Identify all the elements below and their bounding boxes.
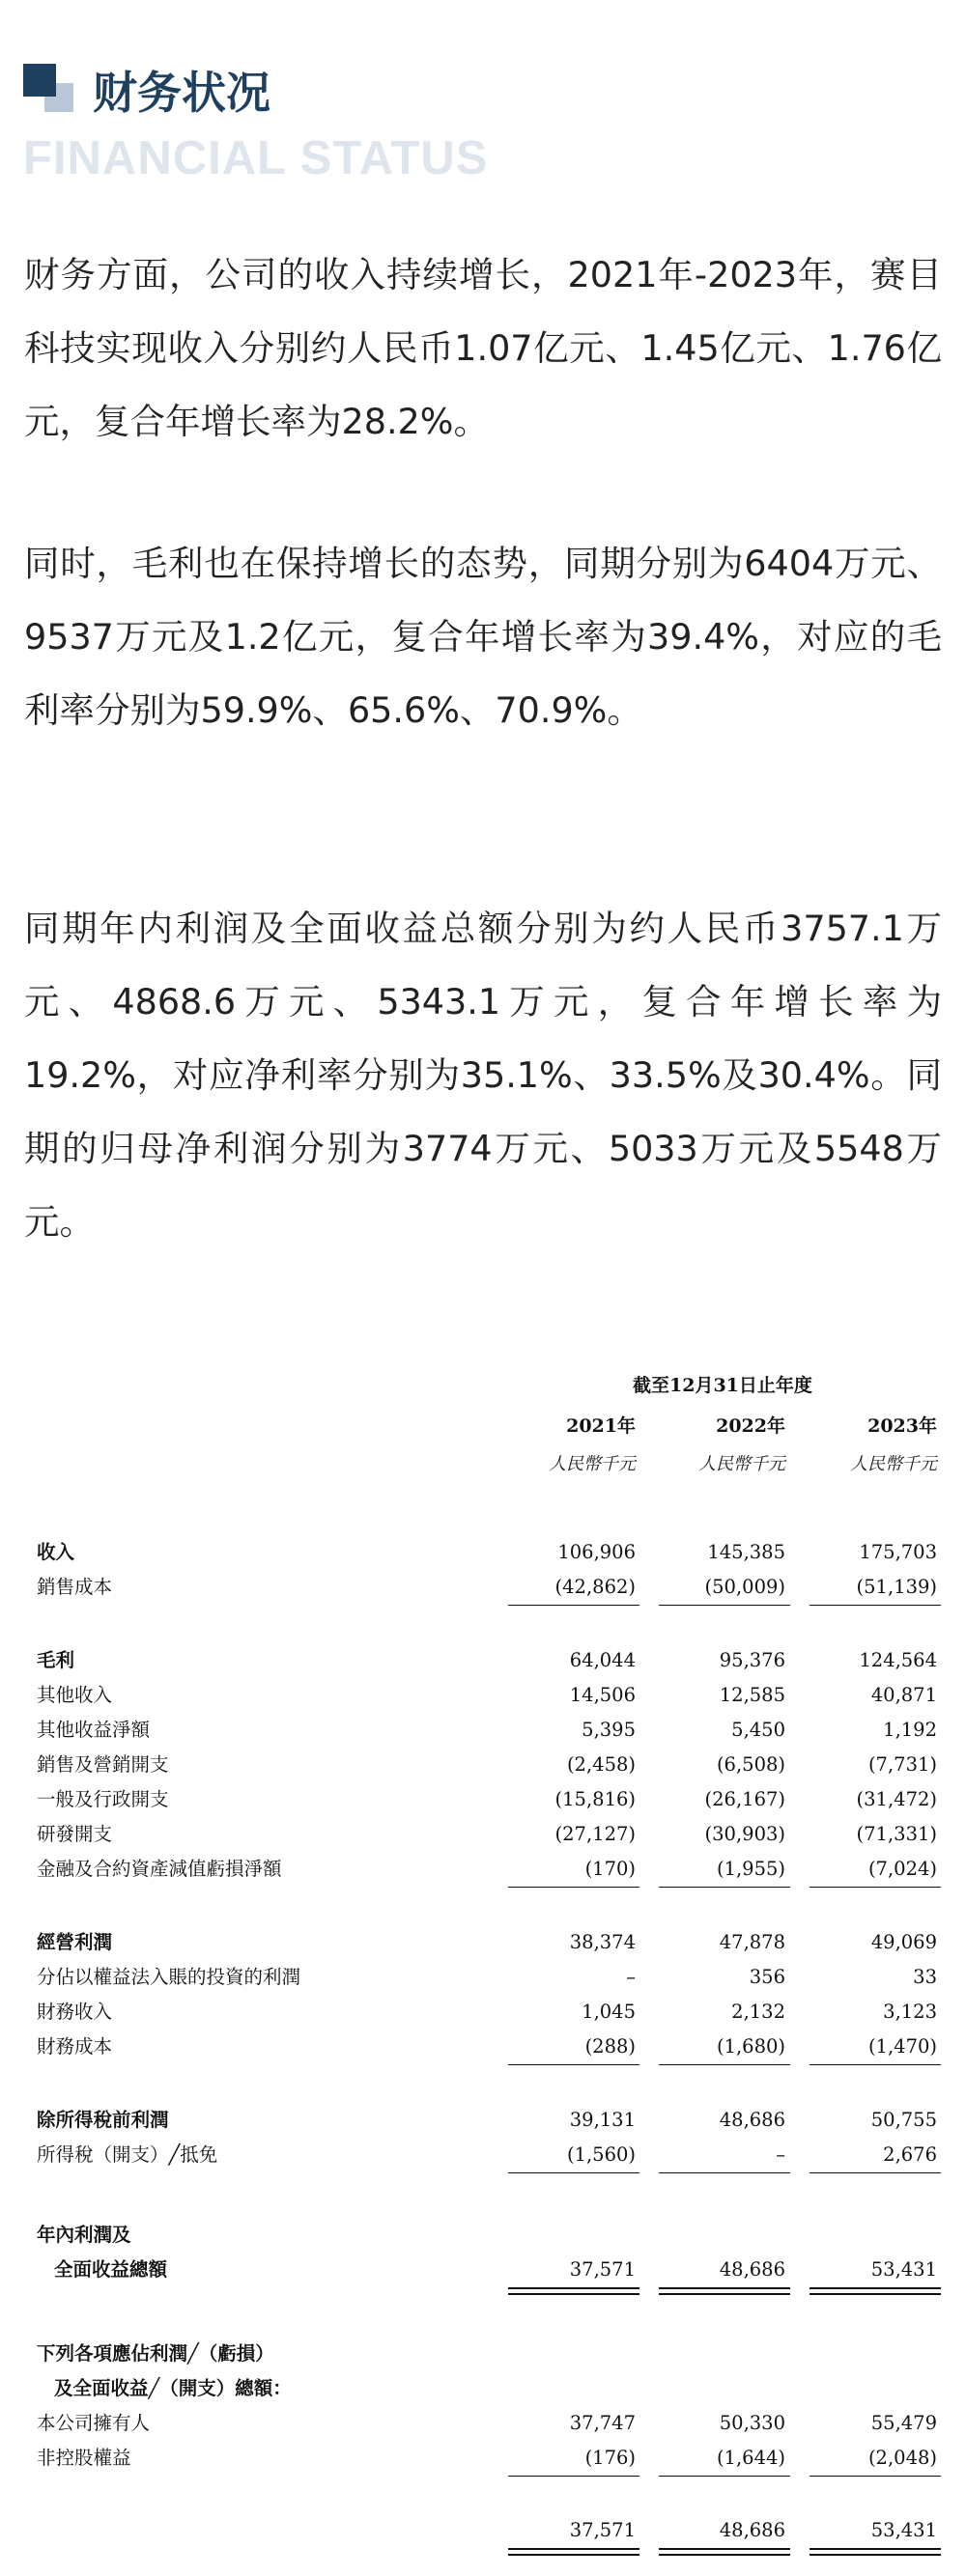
row-label: 所得稅（開支）╱抵免 xyxy=(37,2143,218,2166)
section-heading xyxy=(23,64,603,189)
row-label: 經營利潤 xyxy=(37,1931,113,1953)
row-value: 2,676 xyxy=(883,2143,937,2166)
row-value: 53,431 xyxy=(870,2519,937,2541)
year-header: 2023年 xyxy=(867,1415,937,1437)
row-value: 39,131 xyxy=(569,2109,636,2131)
row-value: – xyxy=(626,1966,636,1988)
table-row xyxy=(0,1963,966,1992)
row-label: 金融及合約資產減值虧損淨額 xyxy=(37,1858,282,1880)
row-value: (15,816) xyxy=(554,1788,636,1810)
total-double-rule xyxy=(810,2548,941,2556)
subtotal-rule xyxy=(659,2476,790,2477)
row-value: (288) xyxy=(584,2035,636,2058)
row-value: (26,167) xyxy=(704,1788,785,1810)
subtotal-rule xyxy=(810,2064,941,2065)
table-row xyxy=(0,2221,966,2250)
square-icon xyxy=(23,64,56,97)
subtotal-rule xyxy=(659,2064,790,2065)
row-value: 50,755 xyxy=(870,2109,937,2131)
row-label: 財務成本 xyxy=(37,2035,113,2058)
paragraph-net-profit: 同期年内利润及全面收益总额分别为约人民币3757.1万元、4868.6万元、5343.1万元，复合年增长率为19.2%，对应净利率分别为35.1%、33.5%及30.4%。同期的归母净利润分别为3774万元、5033万元及5548万元。 xyxy=(24,908,942,1243)
table-row xyxy=(0,1750,966,1779)
table-row xyxy=(0,2255,966,2284)
row-value: 37,571 xyxy=(569,2258,636,2281)
table-row xyxy=(0,2106,966,2135)
row-value: 1,045 xyxy=(582,2001,636,2023)
table-row xyxy=(0,1820,966,1849)
row-label: 收入 xyxy=(37,1541,75,1563)
row-value: 175,703 xyxy=(859,1541,937,1563)
table-row xyxy=(0,2339,966,2368)
row-label: 非控股權益 xyxy=(37,2447,131,2469)
row-value: 37,747 xyxy=(569,2412,636,2434)
row-value: (2,458) xyxy=(566,1753,636,1776)
row-value: (1,470) xyxy=(867,2035,937,2058)
total-double-rule xyxy=(508,2548,639,2556)
row-value: (2,048) xyxy=(867,2447,937,2469)
row-label: 下列各項應佔利潤╱（虧損） xyxy=(37,2342,274,2365)
subtotal-rule xyxy=(659,1605,790,1606)
table-row xyxy=(0,2032,966,2061)
currency-header: 人民幣千元 xyxy=(549,1454,636,1474)
row-value: – xyxy=(776,2143,785,2166)
row-value: (1,560) xyxy=(566,2143,636,2166)
row-value: 53,431 xyxy=(870,2258,937,2281)
row-value: 5,450 xyxy=(731,1719,785,1741)
subtotal-rule xyxy=(659,2172,790,2173)
total-double-rule xyxy=(508,2287,639,2295)
subtotal-rule xyxy=(508,2172,639,2173)
row-label: 銷售及營銷開支 xyxy=(37,1753,169,1776)
row-value: 40,871 xyxy=(870,1684,937,1706)
row-value: (30,903) xyxy=(704,1823,785,1845)
row-value: (71,331) xyxy=(856,1823,937,1845)
table-row xyxy=(0,1538,966,1567)
row-value: (1,955) xyxy=(716,1858,785,1880)
row-value: (6,508) xyxy=(716,1753,785,1776)
table-row xyxy=(0,2374,966,2403)
row-label: 年內利潤及 xyxy=(37,2224,131,2246)
year-header: 2022年 xyxy=(716,1415,785,1437)
row-label: 全面收益總額 xyxy=(54,2258,168,2281)
row-value: 49,069 xyxy=(870,1931,937,1953)
row-value: 47,878 xyxy=(719,1931,785,1953)
row-value: (27,127) xyxy=(554,1823,636,1845)
table-row xyxy=(0,1681,966,1710)
subtotal-rule xyxy=(508,2476,639,2477)
row-label: 分佔以權益法入賬的投資的利潤 xyxy=(37,1966,301,1988)
subtotal-rule xyxy=(810,1605,941,1606)
row-value: 55,479 xyxy=(870,2412,937,2434)
subtotal-rule xyxy=(810,2172,941,2173)
row-label: 毛利 xyxy=(37,1649,75,1671)
row-label: 除所得稅前利潤 xyxy=(37,2109,169,2131)
row-value: 33 xyxy=(913,1966,937,1988)
row-value: (170) xyxy=(584,1858,636,1880)
row-value: 3,123 xyxy=(883,2001,937,2023)
financial-table xyxy=(0,1371,966,2568)
row-value: 50,330 xyxy=(719,2412,785,2434)
total-double-rule xyxy=(810,2287,941,2295)
row-value: (31,472) xyxy=(856,1788,937,1810)
total-double-rule xyxy=(659,2548,790,2556)
row-value: (1,680) xyxy=(716,2035,785,2058)
row-value: 14,506 xyxy=(569,1684,636,1706)
row-value: (7,024) xyxy=(867,1858,937,1880)
row-value: (176) xyxy=(584,2447,636,2469)
subtotal-rule xyxy=(508,2064,639,2065)
row-label: 本公司擁有人 xyxy=(37,2412,151,2434)
row-value: 12,585 xyxy=(719,1684,785,1706)
table-row xyxy=(0,1573,966,1602)
row-label: 研發開支 xyxy=(37,1823,113,1845)
row-value: 48,686 xyxy=(719,2109,785,2131)
subtotal-rule xyxy=(810,2476,941,2477)
row-value: 48,686 xyxy=(719,2258,785,2281)
paragraph-gross-profit: 同时，毛利也在保持增长的态势，同期分别为6404万元、9537万元及1.2亿元，复合年增长率为39.4%，对应的毛利率分别为59.9%、65.6%、70.9%。 xyxy=(24,543,942,731)
subtotal-rule xyxy=(810,1887,941,1888)
year-header: 2021年 xyxy=(566,1415,636,1437)
row-value: (51,139) xyxy=(856,1576,937,1598)
row-value: (1,644) xyxy=(716,2447,785,2469)
row-value: (50,009) xyxy=(704,1576,785,1598)
subtotal-rule xyxy=(508,1605,639,1606)
row-value: 124,564 xyxy=(859,1649,937,1671)
row-value: (42,862) xyxy=(554,1576,636,1598)
row-value: 356 xyxy=(749,1966,785,1988)
subtotal-rule xyxy=(659,1887,790,1888)
table-row xyxy=(0,1785,966,1814)
table-row xyxy=(0,2444,966,2473)
row-value: 5,395 xyxy=(582,1719,636,1741)
row-value: 38,374 xyxy=(569,1931,636,1953)
section-title: 财务状况 xyxy=(93,67,270,119)
table-row xyxy=(0,2141,966,2170)
row-label: 一般及行政開支 xyxy=(37,1788,169,1810)
row-value: (7,731) xyxy=(867,1753,937,1776)
row-label: 其他收入 xyxy=(37,1684,113,1706)
table-row xyxy=(0,1716,966,1745)
row-value: 48,686 xyxy=(719,2519,785,2541)
table-row xyxy=(0,1855,966,1884)
row-value: 64,044 xyxy=(569,1649,636,1671)
total-double-rule xyxy=(659,2287,790,2295)
paragraph-revenue: 财务方面，公司的收入持续增长，2021年-2023年，赛目科技实现收入分别约人民币1.07亿元、1.45亿元、1.76亿元，复合年增长率为28.2%。 xyxy=(24,254,942,442)
row-value: 2,132 xyxy=(731,2001,785,2023)
section-subtitle: FINANCIAL STATUS xyxy=(23,132,489,184)
table-row xyxy=(0,2409,966,2438)
row-value: 106,906 xyxy=(557,1541,636,1563)
row-label: 財務收入 xyxy=(37,2001,113,2023)
row-value: 145,385 xyxy=(707,1541,785,1563)
table-row xyxy=(0,1998,966,2027)
table-row xyxy=(0,2516,966,2545)
row-label: 其他收益淨額 xyxy=(37,1719,151,1741)
row-label: 及全面收益╱（開支）總額： xyxy=(54,2377,292,2399)
currency-header: 人民幣千元 xyxy=(850,1454,937,1474)
row-label: 銷售成本 xyxy=(37,1576,113,1598)
row-value: 37,571 xyxy=(569,2519,636,2541)
row-value: 1,192 xyxy=(883,1719,937,1741)
period-header: 截至12月31日止年度 xyxy=(633,1375,812,1396)
table-row xyxy=(0,1646,966,1675)
table-row xyxy=(0,1928,966,1957)
row-value: 95,376 xyxy=(719,1649,785,1671)
currency-header: 人民幣千元 xyxy=(698,1454,785,1474)
subtotal-rule xyxy=(508,1887,639,1888)
